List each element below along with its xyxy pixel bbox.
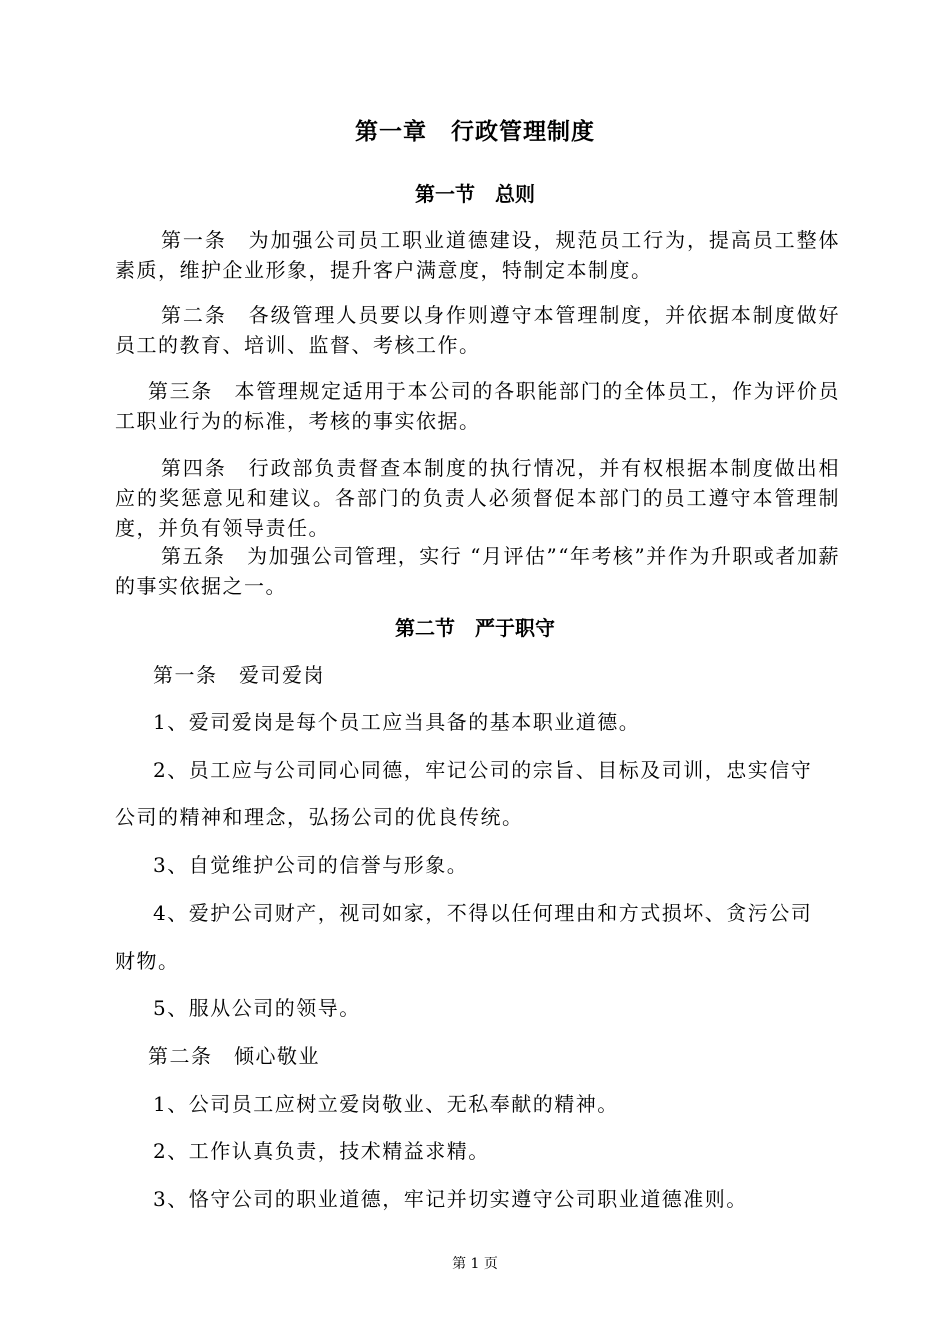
article-paragraph: 第二条 各级管理人员要以身作则遵守本管理制度，并依据本制度做好员工的教育、培训、监督、考核工作。 bbox=[115, 303, 840, 357]
list-item: 4、爱护公司财产，视司如家，不得以任何理由和方式损坏、贪污公司 bbox=[153, 901, 813, 925]
list-item: 2、员工应与公司同心同德，牢记公司的宗旨、目标及司训，忠实信守 bbox=[153, 758, 813, 782]
list-item: 3、恪守公司的职业道德，牢记并切实遵守公司职业道德准则。 bbox=[153, 1187, 748, 1211]
list-item: 2、工作认真负责，技术精益求精。 bbox=[153, 1139, 490, 1163]
list-item-continuation: 公司的精神和理念，弘扬公司的优良传统。 bbox=[115, 805, 524, 829]
section-heading-duty: 第二节 严于职守 bbox=[395, 616, 555, 640]
list-item: 5、服从公司的领导。 bbox=[153, 996, 361, 1020]
page-number: 第 1 页 bbox=[452, 1256, 498, 1272]
section-heading-general: 第一节 总则 bbox=[415, 182, 535, 206]
article-paragraph: 第一条 为加强公司员工职业道德建设，规范员工行为，提高员工整体素质，维护企业形象，提升客户满意度，特制定本制度。 bbox=[115, 228, 840, 282]
article-title: 第一条 爱司爱岗 bbox=[153, 663, 325, 687]
article-title: 第二条 倾心敬业 bbox=[148, 1044, 320, 1068]
article-paragraph: 第五条 为加强公司管理，实行 “月评估”“年考核”并作为升职或者加薪的事实依据之一。 bbox=[115, 544, 840, 598]
article-paragraph: 第三条 本管理规定适用于本公司的各职能部门的全体员工，作为评价员工职业行为的标准，考核的事实依据。 bbox=[115, 379, 840, 433]
list-item: 1、爱司爱岗是每个员工应当具备的基本职业道德。 bbox=[153, 710, 641, 734]
list-item: 1、公司员工应树立爱岗敬业、无私奉献的精神。 bbox=[153, 1092, 619, 1116]
list-item: 3、自觉维护公司的信誉与形象。 bbox=[153, 853, 469, 877]
chapter-title: 第一章 行政管理制度 bbox=[355, 118, 595, 145]
list-item-continuation: 财物。 bbox=[115, 949, 180, 973]
article-paragraph: 第四条 行政部负责督查本制度的执行情况，并有权根据本制度做出相应的奖惩意见和建议。各部门的负责人必须督促本部门的员工遵守本管理制度，并负有领导责任。 bbox=[115, 456, 840, 540]
